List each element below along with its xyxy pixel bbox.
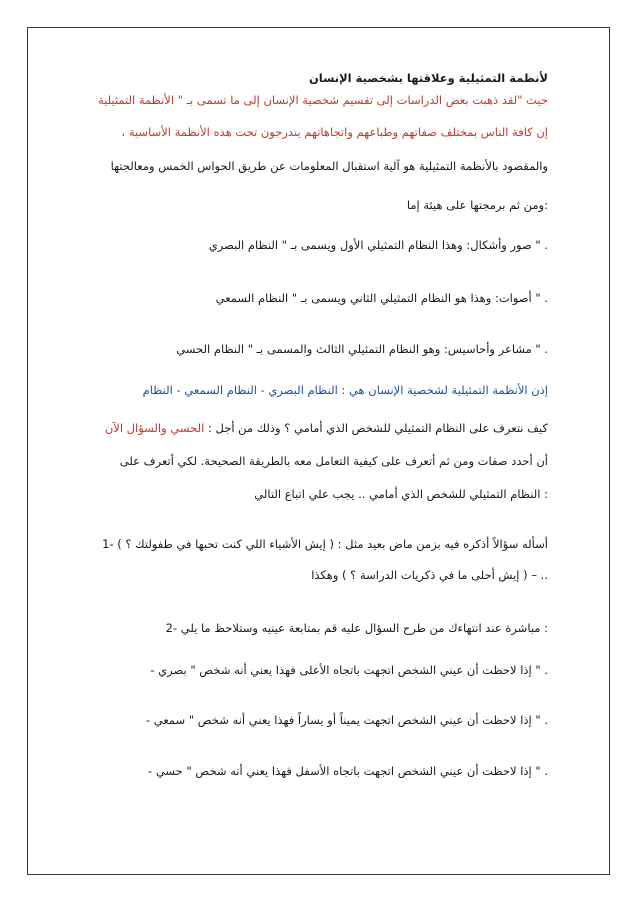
line-9-text: كيف نتعرف على النظام التمثيلي للشخص الذي أمامي ؟ وذلك من أجل : — [207, 421, 548, 435]
line-7: . " مشاعر وأحاسيس: وهو النظام التمثيلي الثالث والمسمى بـ " النظام الحسي — [176, 342, 548, 356]
line-16: . " إذا لاحظت أن عيني الشخص اتجهت يميناً أو يساراً فهذا يعني أنه شخص " سمعي - — [145, 713, 548, 727]
line-14: : مباشرة عند انتهاءك من طرح السؤال عليه قم بمتابعة عينيه وستلاحظ ما يلي -2 — [165, 621, 548, 635]
page-border — [27, 27, 610, 875]
line-9-highlight: الحسي والسؤال الآن — [104, 421, 205, 435]
line-2: إن كافة الناس بمختلف صفاتهم وطباعهم واتجاهاتهم يندرجون تحت هذه الأنظمة الأساسية ، — [121, 125, 548, 139]
line-11: : النظام التمثيلي للشخص الذي أمامي .. يجب علي اتباع التالي — [254, 487, 548, 501]
line-6: . " أصوات: وهذا هو النظام التمثيلي الثاني ويسمى بـ " النظام السمعي — [215, 291, 548, 305]
line-13: .. – ( إيش أحلى ما في ذكريات الدراسة ؟ ) وهكذا — [311, 568, 548, 582]
line-4: :ومن ثم برمجتها على هيئة إما — [406, 198, 548, 212]
line-3: والمقصود بالأنظمة التمثيلية هو آلية استقبال المعلومات عن طريق الحواس الخمس ومعالجتها — [110, 159, 548, 173]
line-12: أسأله سؤالاً أذكره فيه بزمن ماض بعيد مثل : ( إيش الأشياء اللي كنت تحبها في طفولتك ؟ ) -1 — [102, 537, 548, 551]
line-8: إذن الأنظمة التمثيلية لشخصية الإنسان هي : النظام البصري - النظام السمعي - النظام — [142, 383, 548, 397]
document-title: لأنظمة التمثيلية وعلاقتها بشخصية الإنسان — [308, 71, 548, 85]
line-17: . " إذا لاحظت أن عيني الشخص اتجهت باتجاه الأسفل فهذا يعني أنه شخص " حسي - — [148, 764, 548, 778]
line-9 — [105, 420, 548, 436]
line-10: أن أحدد صفات ومن ثم أتعرف على كيفية التعامل معه بالطريقة الصحيحة. لكي أتعرف على — [119, 454, 548, 468]
line-15: . " إذا لاحظت أن عيني الشخص اتجهت باتجاه الأعلى فهذا يعني أنه شخص " بصري - — [150, 663, 548, 677]
line-5: . " صور وأشكال: وهذا النظام التمثيلي الأول ويسمى بـ " النظام البصري — [208, 238, 548, 252]
line-1: حيث "لقد ذهبت بعض الدراسات إلى تقسيم شخصية الإنسان إلى ما تسمى بـ " الأنظمة التمثيلية — [97, 93, 548, 107]
